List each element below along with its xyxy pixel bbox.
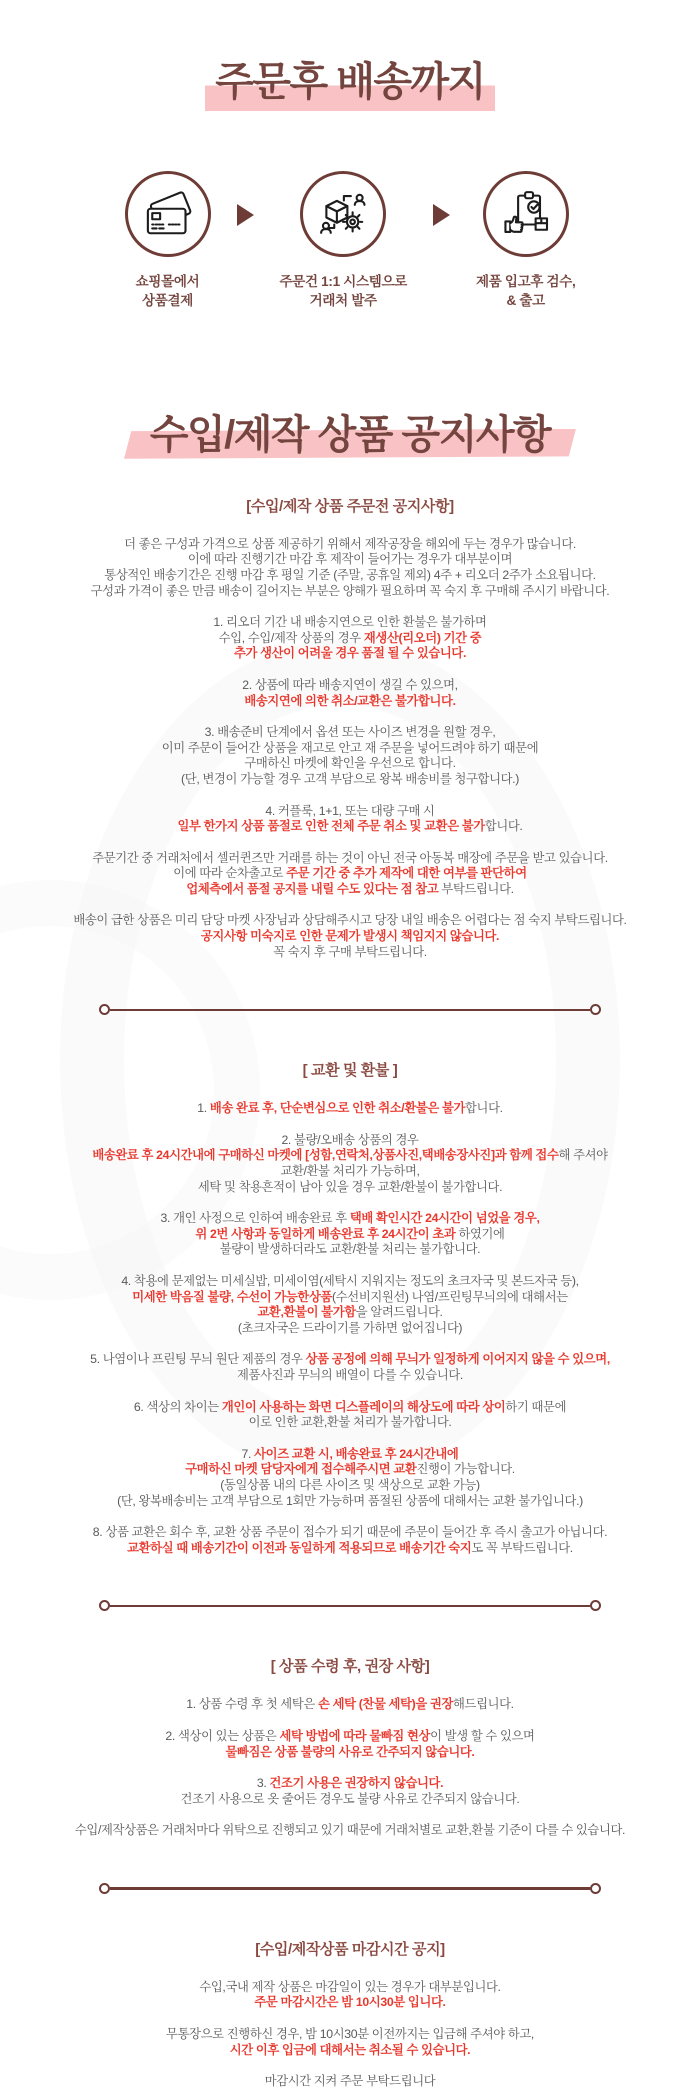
body-text: (수선비지원선) 나염/프린팅무늬의에 대해서는: [332, 1289, 568, 1304]
notice-paragraph: [20, 913, 680, 960]
body-text: 이에 따라 순차출고로: [173, 866, 287, 881]
body-text: 1. 리오더 기간 내 배송지연으로 인한 환불은 불가하며: [213, 615, 487, 630]
body-text: 합니다.: [465, 1101, 503, 1116]
text-line: [20, 851, 680, 867]
text-line: [20, 1164, 680, 1180]
body-text: 이미 주문이 들어간 상품을 재고로 안고 재 주문을 넣어드려야 하기 때문에: [161, 740, 539, 755]
notice-content: [0, 495, 700, 2090]
divider-endpoint-circle: [590, 1600, 601, 1611]
text-line: [20, 568, 680, 584]
credit-card-icon: [125, 171, 211, 257]
emphasis-text: 택배 확인시간 24시간이 넘었을 경우,: [349, 1211, 540, 1226]
emphasis-text: 재생산(리오더) 기간 중: [363, 630, 482, 645]
body-text: 2. 상품에 따라 배송지연이 생길 수 있으며,: [242, 677, 458, 692]
body-text: (동일상품 내의 다른 사이즈 및 색상으로 교환 가능): [220, 1477, 480, 1492]
body-text: 이로 인한 교환,환불 처리가 불가합니다.: [248, 1415, 452, 1430]
text-line: [20, 1478, 680, 1494]
body-text: 제품사진과 무늬의 배열이 다를 수 있습니다.: [237, 1367, 463, 1382]
notice-paragraph: [20, 615, 680, 662]
text-line: [20, 819, 680, 835]
text-line: [20, 929, 680, 945]
text-line: [20, 1792, 680, 1808]
text-line: [20, 1368, 680, 1384]
notice-paragraph: [20, 1776, 680, 1807]
text-line: [20, 804, 680, 820]
step-order-system: [280, 171, 407, 311]
notice-title: 수입/제작 상품 공지사항: [149, 412, 551, 457]
notice-paragraph: [20, 2074, 680, 2090]
body-text: 주문기간 중 거래처에서 셀러퀸즈만 거래를 하는 것이 아닌 전국 아동복 매장에 주문을 받고 있습니다.: [92, 850, 608, 865]
body-text: 교환/환불 처리가 가능하며,: [280, 1164, 420, 1179]
body-text: 수입,국내 제작 상품은 마감일이 있는 경우가 대부분입니다.: [199, 1979, 501, 1994]
order-system-icon: [300, 171, 386, 257]
text-line: [20, 1525, 680, 1541]
body-text: 꼭 숙지 후 구매 부탁드립니다.: [273, 944, 427, 959]
emphasis-text: 주문 마감시간은 밤 10시30분 입니다.: [254, 1995, 446, 2010]
text-line: [20, 1995, 680, 2011]
text-line: [20, 1980, 680, 1996]
notice-paragraph: [20, 1211, 680, 1258]
body-text: 무통장으로 진행하신 경우, 밤 10시30분 이전까지는 입금해 주셔야 하고,: [166, 2027, 534, 2042]
text-line: [20, 1148, 680, 1164]
notice-paragraph: [20, 1400, 680, 1431]
arrow-right-icon: [433, 204, 450, 226]
text-line: [20, 913, 680, 929]
arrow-right-icon: [237, 204, 254, 226]
text-line: [20, 631, 680, 647]
text-line: [20, 552, 680, 568]
page-title: [0, 0, 700, 113]
body-text: 이에 따라 진행기간 마감 후 제작이 들어가는 경우가 대부분이며: [187, 552, 513, 567]
text-line: [20, 1823, 680, 1839]
divider-line: [110, 1605, 590, 1608]
body-text: 3. 개인 사정으로 인하여 배송완료 후: [160, 1211, 350, 1226]
emphasis-text: 배송완료 후 24시간내에 구매하신 마켓에 [성함,연락처,상품사진,택배송장사진]과 함께 접수: [92, 1148, 559, 1163]
text-line: [20, 1415, 680, 1431]
body-text: 1. 상품 수령 후 첫 세탁은: [186, 1697, 318, 1712]
emphasis-text: 세탁 방법에 따라 물빠짐 현상: [279, 1728, 431, 1743]
text-line: [20, 1227, 680, 1243]
body-text: 합니다.: [484, 819, 523, 834]
step-label-line: 거래처 발주: [309, 292, 377, 308]
body-text: 수입/제작상품은 거래처마다 위탁으로 진행되고 있기 때문에 거래처별로 교환,환불 기준이 다를 수 있습니다.: [74, 1823, 626, 1838]
emphasis-text: 손 세탁 (찬물 세탁)을 권장: [317, 1697, 454, 1712]
notice-paragraph: [20, 1447, 680, 1509]
body-text: 해 주셔야: [558, 1148, 608, 1163]
body-text: (단, 변경이 가능할 경우 고객 부담으로 왕복 배송비를 청구합니다.): [181, 771, 519, 786]
step-label-line: 주문건 1:1 시스템으로: [279, 274, 407, 289]
body-text: 세탁 및 착용흔적이 남아 있을 경우 교환/환불이 불가합니다.: [197, 1179, 503, 1194]
emphasis-text: 교환하실 때 배송기간이 이전과 동일하게 적용되므로 배송기간 숙지: [127, 1540, 472, 1555]
notice-paragraph: [20, 1352, 680, 1383]
order-process-steps: [0, 171, 700, 311]
section-header: [ 상품 수령 후, 권장 사항]: [270, 1658, 430, 1676]
emphasis-text: 구매하신 마켓 담당자에게 접수해주시면 교환: [185, 1462, 417, 1477]
text-line: [20, 537, 680, 553]
section-header: [수입/제작 상품 주문전 공지사항]: [246, 497, 454, 515]
text-line: [20, 1180, 680, 1196]
emphasis-text: 위 2번 사항과 동일하게 배송완료 후 24시간이 초과: [195, 1226, 456, 1241]
body-text: (초크자국은 드라이기를 가하면 없어집니다): [237, 1320, 463, 1335]
step-label-line: 상품결제: [142, 292, 193, 308]
inspection-shipping-icon: [483, 171, 569, 257]
text-line: [20, 1321, 680, 1337]
emphasis-text: 상품 공정에 의해 무늬가 일정하게 이어지지 않을 수 있으며,: [305, 1352, 610, 1367]
emphasis-text: 교환,환불이 불가함: [257, 1305, 356, 1320]
notice-paragraph: [20, 1697, 680, 1713]
text-line: [20, 584, 680, 600]
body-text: 하였기에: [455, 1226, 505, 1241]
notice-paragraph: [20, 1823, 680, 1839]
body-text: 6. 색상의 차이는: [133, 1399, 222, 1414]
text-line: [20, 1305, 680, 1321]
notice-paragraph: [20, 678, 680, 709]
body-text: 구성과 가격이 좋은 만큼 배송이 길어지는 부분은 양해가 필요하며 꼭 숙지 후 구매해 주시기 바랍니다.: [90, 583, 610, 598]
text-line: [20, 772, 680, 788]
divider-endpoint-circle: [99, 1600, 110, 1611]
body-text: 부탁드립니다.: [438, 881, 514, 896]
divider-endpoint-circle: [590, 1883, 601, 1894]
text-line: [20, 2027, 680, 2043]
text-line: [20, 1462, 680, 1478]
text-line: [20, 1447, 680, 1463]
notice-paragraph: [20, 1980, 680, 2011]
divider-line: [110, 1009, 590, 1012]
body-text: 배송이 급한 상품은 미리 담당 마켓 사장님과 상담해주시고 당장 내일 배송은 어렵다는 점 숙지 부탁드립니다.: [73, 913, 627, 928]
body-text: 더 좋은 구성과 가격으로 상품 제공하기 위해서 제작공장을 해외에 두는 경우가 많습니다.: [124, 536, 576, 551]
emphasis-text: 업체측에서 품절 공지를 내릴 수도 있다는 점 참고: [186, 881, 439, 896]
notice-title-block: [0, 403, 700, 461]
step-label-line: 제품 입고후 검수,: [475, 274, 576, 289]
section-divider: [99, 1600, 601, 1611]
section-header: [ 교환 및 환불 ]: [302, 1062, 398, 1080]
body-text: 5. 나염이나 프린팅 무늬 원단 제품의 경우: [90, 1352, 306, 1367]
notice-paragraph: [20, 725, 680, 787]
text-line: [20, 866, 680, 882]
body-text: 구매하신 마켓에 확인을 우선으로 합니다.: [244, 756, 456, 771]
text-line: [20, 1776, 680, 1792]
notice-paragraph: [20, 804, 680, 835]
body-text: 2. 불량/오배송 상품의 경우: [281, 1132, 419, 1147]
section-divider: [99, 1004, 601, 1015]
text-line: [20, 2043, 680, 2059]
text-line: [20, 756, 680, 772]
text-line: [20, 882, 680, 898]
body-text: 4. 착용에 문제없는 미세실밥, 미세이염(세탁시 지워지는 정도의 초크자국 및 본드자국 등),: [121, 1274, 579, 1288]
step-label-line: 쇼핑몰에서: [135, 274, 200, 289]
body-text: 불량이 발생하더라도 교환/환불 처리는 불가합니다.: [219, 1242, 481, 1257]
text-line: [20, 1541, 680, 1557]
emphasis-text: 공지사항 미숙지로 인한 문제가 발생시 책임지지 않습니다.: [200, 929, 500, 944]
text-line: [20, 725, 680, 741]
section-divider: [99, 1883, 601, 1894]
body-text: 3.: [256, 1776, 270, 1791]
notice-paragraph: [20, 2027, 680, 2058]
body-text: 진행이 가능합니다.: [416, 1462, 515, 1477]
page-title-highlight: 주문후 배송까지: [205, 50, 495, 113]
text-line: [20, 1352, 680, 1368]
body-text: 건조기 사용으로 옷 줄어든 경우도 불량 사유로 간주되지 않습니다.: [180, 1791, 520, 1806]
emphasis-text: 일부 한가지 상품 품절로 인한 전체 주문 취소 및 교환은 불가: [177, 819, 485, 834]
body-text: 1.: [197, 1101, 210, 1116]
body-text: 수입, 수입/제작 상품의 경우: [218, 630, 364, 645]
emphasis-text: 건조기 사용은 권장하지 않습니다.: [269, 1776, 444, 1791]
body-text: 4. 커플룩, 1+1, 또는 대량 구매 시: [265, 803, 435, 818]
step-label-line: & 출고: [506, 292, 545, 308]
notice-paragraph: [20, 851, 680, 898]
text-line: [20, 1242, 680, 1258]
notice-paragraph: [20, 1274, 680, 1336]
divider-endpoint-circle: [590, 1004, 601, 1015]
text-line: [20, 678, 680, 694]
step-inspection-label: [476, 273, 576, 311]
section-header: [수입/제작상품 마감시간 공지]: [255, 1940, 445, 1958]
body-text: (단, 왕복배송비는 고객 부담으로 1회만 가능하며 품절된 상품에 대해서는 교환 불가입니다.): [117, 1493, 583, 1508]
emphasis-text: 추가 생산이 어려울 경우 품절 될 수 있습니다.: [233, 646, 467, 661]
body-text: 8. 상품 교환은 회수 후, 교환 상품 주문이 접수가 되기 때문에 주문이 들어간 후 즉시 출고가 아닙니다.: [92, 1525, 608, 1540]
text-line: [20, 1745, 680, 1761]
step-inspection: [476, 171, 576, 311]
step-payment-label: [136, 273, 200, 311]
text-line: [20, 1400, 680, 1416]
text-line: [20, 1729, 680, 1745]
text-line: [20, 741, 680, 757]
emphasis-text: 미세한 박음질 불량, 수선이 가능한상품: [132, 1289, 333, 1304]
notice-paragraph: [20, 1133, 680, 1195]
step-order-system-label: [280, 273, 407, 311]
notice-paragraph: [20, 537, 680, 599]
emphasis-text: 물빠짐은 상품 불량의 사유로 간주되지 않습니다.: [225, 1744, 475, 1759]
divider-endpoint-circle: [99, 1883, 110, 1894]
emphasis-text: 시간 이후 입금에 대해서는 취소될 수 있습니다.: [229, 2042, 471, 2057]
body-text: 하기 때문에: [505, 1399, 567, 1414]
body-text: 을 알려드립니다.: [355, 1305, 443, 1320]
emphasis-text: 배송지연에 의한 취소/교환은 불가합니다.: [244, 693, 456, 708]
divider-endpoint-circle: [99, 1004, 110, 1015]
body-text: 3. 배송준비 단계에서 옵션 또는 사이즈 변경을 원할 경우,: [204, 725, 496, 740]
body-text: 해드립니다.: [453, 1697, 514, 1712]
body-text: 이 발생 할 수 있으며: [430, 1728, 535, 1743]
text-line: [20, 694, 680, 710]
emphasis-text: 배송 완료 후, 단순변심으로 인한 취소/환불은 불가: [209, 1101, 466, 1116]
emphasis-text: 사이즈 교환 시, 배송완료 후 24시간내에: [254, 1446, 459, 1461]
body-text: 도 꼭 부탁드립니다.: [471, 1540, 573, 1555]
text-line: [20, 646, 680, 662]
divider-line: [110, 1887, 590, 1890]
text-line: [20, 615, 680, 631]
text-line: [20, 1697, 680, 1713]
body-text: 2. 색상이 있는 상품은: [165, 1728, 280, 1743]
text-line: [20, 1101, 680, 1117]
emphasis-text: 개인이 사용하는 화면 디스플레이의 해상도에 따라 상이: [221, 1399, 506, 1414]
text-line: [20, 2074, 680, 2090]
notice-paragraph: [20, 1101, 680, 1117]
body-text: 마감시간 지켜 주문 부탁드립니다: [264, 2074, 436, 2089]
text-line: [20, 945, 680, 961]
emphasis-text: 주문 기간 중 추가 제작에 대한 여부를 판단하여: [286, 866, 527, 881]
notice-paragraph: [20, 1729, 680, 1760]
body-text: 7.: [241, 1446, 255, 1461]
text-line: [20, 1133, 680, 1149]
text-line: [20, 1290, 680, 1306]
step-payment: [125, 171, 211, 311]
text-line: [20, 1274, 680, 1290]
notice-paragraph: [20, 1525, 680, 1556]
body-text: 통상적인 배송기간은 진행 마감 후 평일 기준 (주말, 공휴일 제외) 4주 + 리오더 2주가 소요됩니다.: [104, 567, 596, 582]
text-line: [20, 1211, 680, 1227]
text-line: [20, 1494, 680, 1510]
